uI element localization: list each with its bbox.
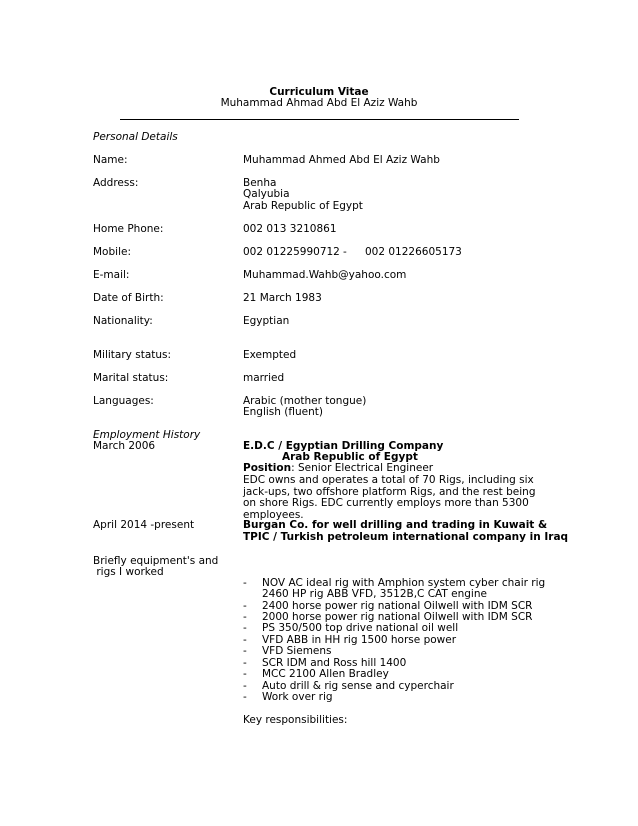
- personal-details-heading: Personal Details: [93, 131, 178, 143]
- mobile-value-2: 002 01226605173: [365, 246, 462, 258]
- email-value: Muhammad.Wahb@yahoo.com: [243, 269, 407, 281]
- job1-company: E.D.C / Egyptian Drilling Company: [243, 440, 444, 452]
- equipment-item: PS 350/500 top drive national oil well: [262, 622, 459, 634]
- military-status-label: Military status:: [93, 349, 172, 361]
- list-bullet: -: [243, 622, 247, 634]
- equipment-item: 2000 horse power rig national Oilwell with IDM SCR: [262, 611, 533, 623]
- nationality-value: Egyptian: [243, 315, 290, 327]
- mobile-separator: -: [343, 246, 347, 258]
- equipment-label: Briefly equipment's and: [93, 555, 219, 567]
- email-label: E-mail:: [93, 269, 130, 281]
- candidate-name-heading: Muhammad Ahmad Abd El Aziz Wahb: [220, 97, 418, 109]
- job1-description: EDC owns and operates a total of 70 Rigs, including six jack-ups, two offshore platform Rigs, and the rest being on shore Rigs. EDC currently employs more than 5300 employees.: [243, 474, 536, 521]
- list-bullet: -: [243, 691, 247, 703]
- list-bullet: -: [243, 668, 247, 680]
- marital-status-label: Marital status:: [93, 372, 169, 384]
- language-item: Arabic (mother tongue): [243, 395, 367, 407]
- address-label: Address:: [93, 177, 139, 189]
- address-line: Benha: [243, 177, 277, 189]
- list-bullet: -: [243, 680, 247, 692]
- document-title: Curriculum Vitae: [269, 86, 369, 98]
- home-phone-label: Home Phone:: [93, 223, 164, 235]
- list-bullet: -: [243, 611, 247, 623]
- equipment-item: MCC 2100 Allen Bradley: [262, 668, 389, 680]
- name-label: Name:: [93, 154, 128, 166]
- mobile-label: Mobile:: [93, 246, 131, 258]
- equipment-item: SCR IDM and Ross hill 1400: [262, 657, 407, 669]
- job1-country: Arab Republic of Egypt: [282, 451, 418, 463]
- dob-label: Date of Birth:: [93, 292, 164, 304]
- list-bullet: -: [243, 634, 247, 646]
- equipment-item: 2460 HP rig ABB VFD, 3512B,C CAT engine: [262, 588, 487, 600]
- key-responsibilities-heading: Key responsibilities:: [243, 714, 348, 726]
- job2-company-line1: Burgan Co. for well drilling and trading in Kuwait &: [243, 519, 548, 531]
- address-line: Arab Republic of Egypt: [243, 200, 363, 212]
- list-bullet: -: [243, 657, 247, 669]
- list-bullet: -: [243, 645, 247, 657]
- header-divider: [120, 119, 519, 120]
- address-line: Qalyubia: [243, 188, 290, 200]
- languages-label: Languages:: [93, 395, 154, 407]
- job1-position-value: : Senior Electrical Engineer: [291, 462, 434, 474]
- equipment-item: VFD ABB in HH rig 1500 horse power: [262, 634, 457, 646]
- job1-position: [243, 463, 433, 475]
- job1-position-label: Position: [243, 462, 292, 474]
- language-item: English (fluent): [243, 406, 323, 418]
- nationality-label: Nationality:: [93, 315, 153, 327]
- military-status-value: Exempted: [243, 349, 297, 361]
- equipment-item: VFD Siemens: [262, 645, 332, 657]
- dob-value: 21 March 1983: [243, 292, 322, 304]
- job2-company-line2: TPIC / Turkish petroleum international company in Iraq: [243, 531, 569, 543]
- mobile-value-1: 002 01225990712: [243, 246, 340, 258]
- marital-status-value: married: [243, 372, 285, 384]
- list-bullet: -: [243, 577, 247, 589]
- equipment-item: 2400 horse power rig national Oilwell with IDM SCR: [262, 600, 533, 612]
- list-bullet: -: [243, 600, 247, 612]
- employment-history-heading: Employment History: [93, 429, 201, 441]
- equipment-label-continued: rigs I worked: [93, 566, 164, 578]
- equipment-item: Auto drill & rig sense and cyperchair: [262, 680, 454, 692]
- equipment-item: NOV AC ideal rig with Amphion system cyber chair rig: [262, 577, 546, 589]
- job2-date: April 2014 -present: [93, 519, 195, 531]
- equipment-item: Work over rig: [262, 691, 333, 703]
- job1-date: March 2006: [93, 440, 156, 452]
- home-phone-value: 002 013 3210861: [243, 223, 337, 235]
- name-value: Muhammad Ahmed Abd El Aziz Wahb: [243, 154, 440, 166]
